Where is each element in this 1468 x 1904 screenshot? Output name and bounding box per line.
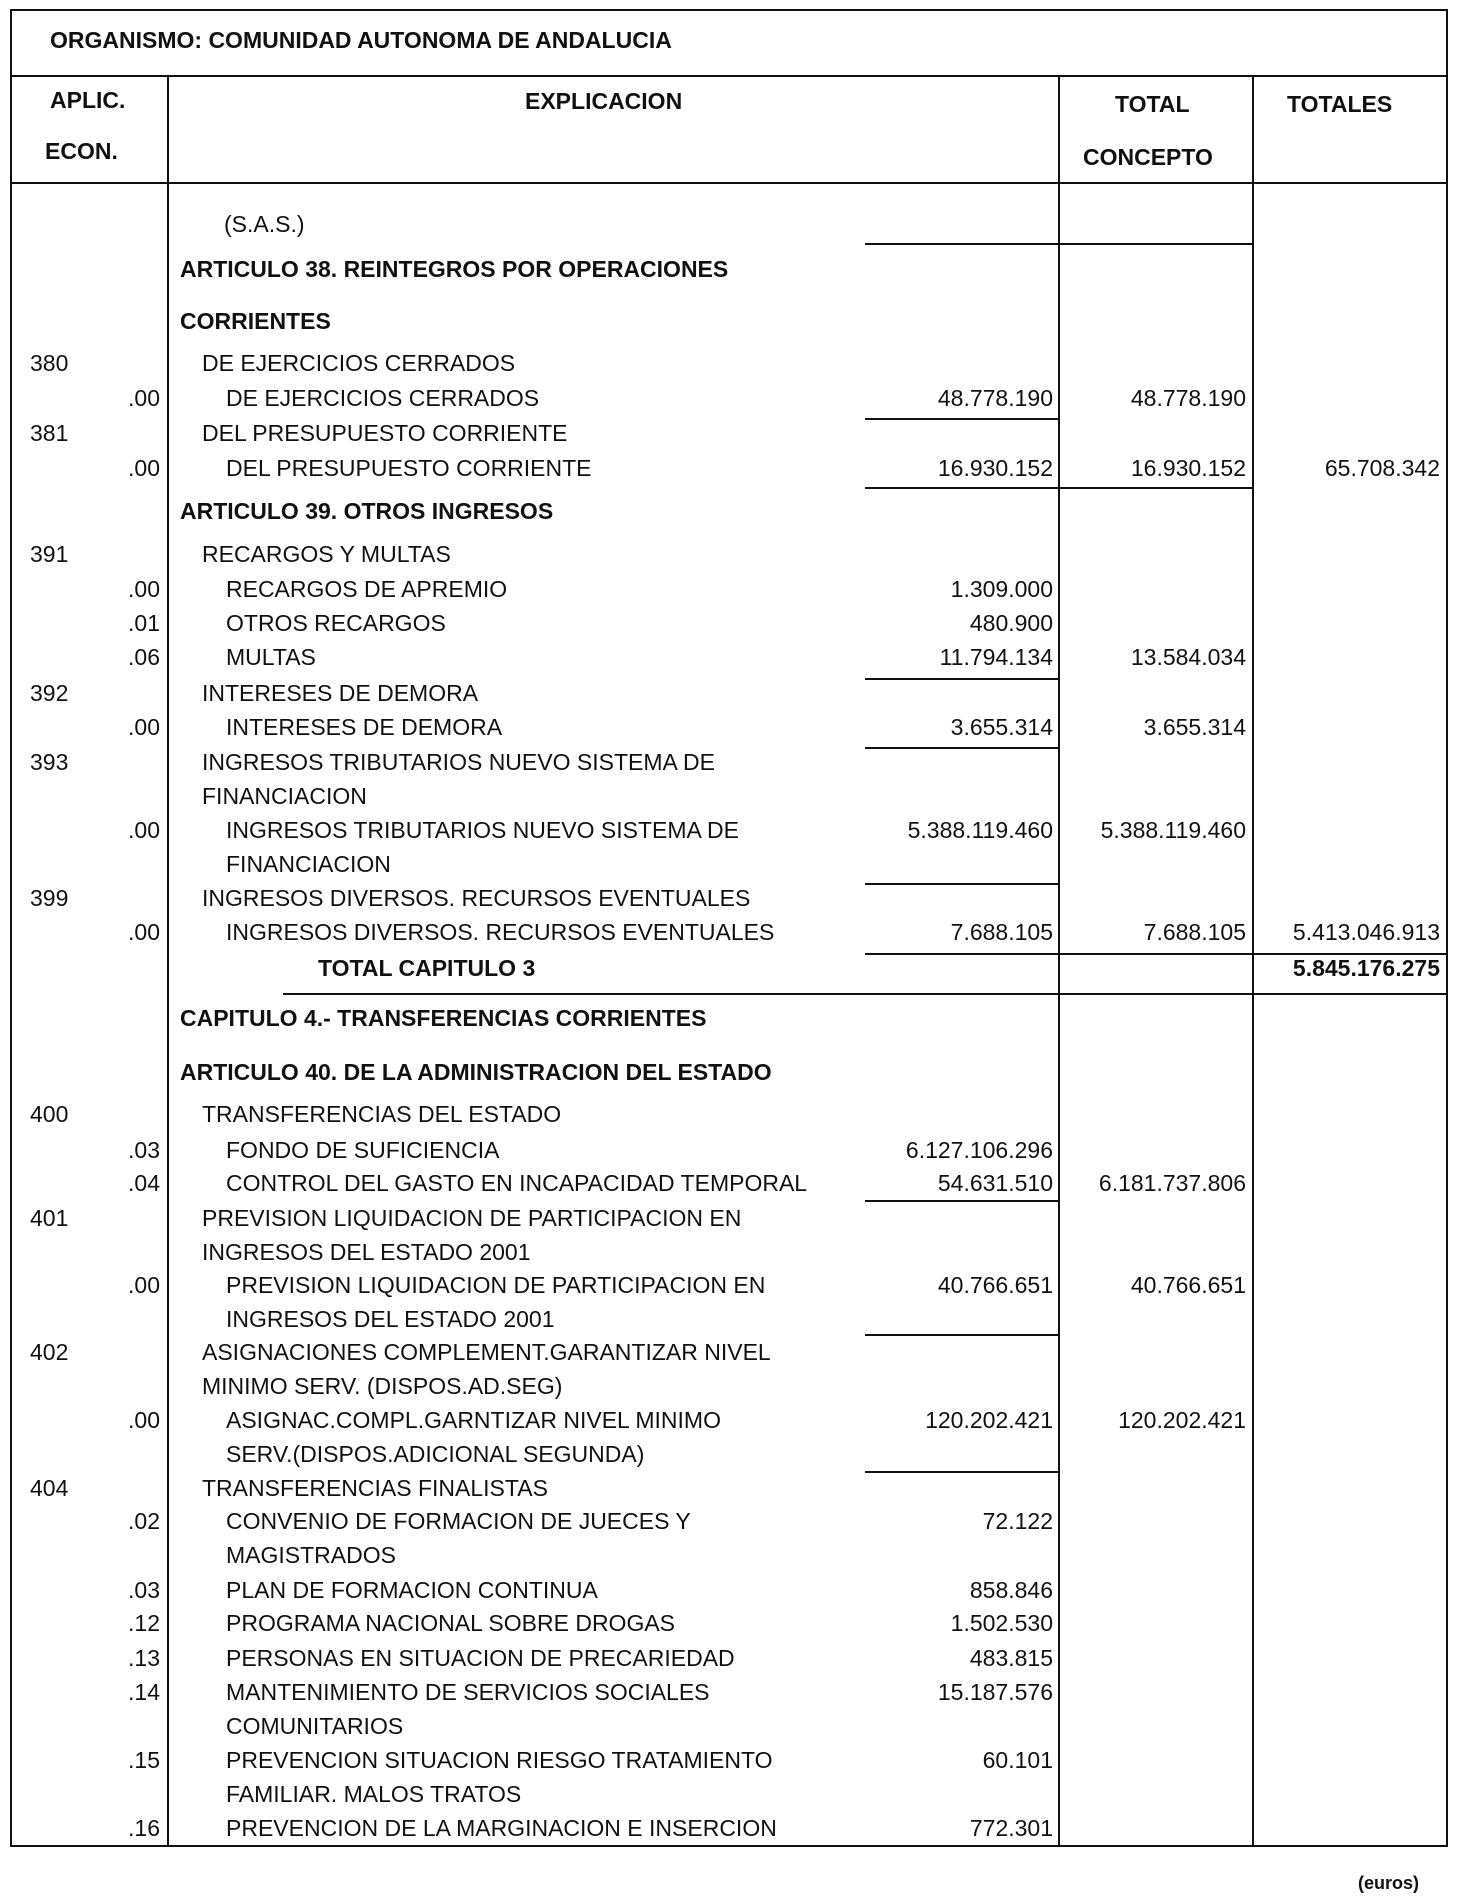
line-amount: 16.930.152 (937, 455, 1053, 481)
rule-400-amount (865, 1200, 1060, 1202)
econ-code: 402 (30, 1339, 69, 1365)
totales-value: 65.708.342 (1324, 455, 1440, 481)
line-description: RECARGOS Y MULTAS (202, 541, 451, 567)
econ-code: 393 (30, 749, 69, 775)
rule-381-total (865, 487, 1254, 489)
sub-code: .04 (128, 1170, 160, 1196)
line-description: PROGRAMA NACIONAL SOBRE DROGAS (226, 1610, 676, 1636)
sub-code: .15 (128, 1747, 160, 1773)
col-divider-econ (167, 75, 169, 1847)
line-description: INGRESOS TRIBUTARIOS NUEVO SISTEMA DE (202, 749, 715, 775)
col-header-totales: TOTALES (1287, 91, 1393, 117)
line-description: FAMILIAR. MALOS TRATOS (226, 1781, 522, 1807)
line-description: ASIGNAC.COMPL.GARNTIZAR NIVEL MINIMO (226, 1407, 721, 1433)
line-amount: 54.631.510 (937, 1170, 1053, 1196)
line-description: MAGISTRADOS (226, 1542, 396, 1568)
sub-code: .00 (128, 576, 160, 602)
sub-code: .00 (128, 385, 160, 411)
line-description: SERV.(DISPOS.ADICIONAL SEGUNDA) (226, 1441, 645, 1467)
line-description: MANTENIMIENTO DE SERVICIOS SOCIALES (226, 1679, 710, 1705)
rule-404-amount (865, 1471, 1060, 1473)
sub-code: .00 (128, 1272, 160, 1298)
rule-381-amount (865, 418, 1060, 420)
rule-capitulo-bottom (283, 993, 1448, 995)
line-description: TRANSFERENCIAS DEL ESTADO (202, 1101, 562, 1127)
sub-code: .06 (128, 644, 160, 670)
total-concepto: 40.766.651 (1130, 1272, 1246, 1298)
rule-393-amount (865, 747, 1060, 749)
header-top-rule (10, 75, 1448, 77)
line-description: PREVENCION DE LA MARGINACION E INSERCION (226, 1815, 777, 1841)
line-description: RECARGOS DE APREMIO (226, 576, 508, 602)
sub-code: .02 (128, 1508, 160, 1534)
econ-code: 401 (30, 1205, 69, 1231)
line-amount: 48.778.190 (937, 385, 1053, 411)
line-amount: 15.187.576 (937, 1679, 1053, 1705)
total-concepto: 7.688.105 (1143, 919, 1246, 945)
sub-code: .00 (128, 1407, 160, 1433)
section-heading: ARTICULO 39. OTROS INGRESOS (180, 498, 554, 524)
line-description: OTROS RECARGOS (226, 610, 446, 636)
line-description: FINANCIACION (202, 783, 367, 809)
units-note: (euros) (1358, 1873, 1420, 1893)
sub-code: .00 (128, 919, 160, 945)
sub-code: .00 (128, 455, 160, 481)
rule-392-amount (865, 678, 1060, 680)
totales-value: 5.845.176.275 (1292, 955, 1440, 981)
sub-code: .00 (128, 714, 160, 740)
line-description: (S.A.S.) (224, 211, 305, 237)
frame-left (10, 9, 12, 1847)
line-description: DE EJERCICIOS CERRADOS (202, 350, 516, 376)
line-amount: 1.309.000 (950, 576, 1053, 602)
line-description: ASIGNACIONES COMPLEMENT.GARANTIZAR NIVEL (202, 1339, 771, 1365)
line-description: INTERESES DE DEMORA (202, 680, 479, 706)
rule-sas-total (865, 243, 1254, 245)
line-amount: 480.900 (969, 610, 1053, 636)
line-description: DE EJERCICIOS CERRADOS (226, 385, 540, 411)
line-description: PREVENCION SITUACION RIESGO TRATAMIENTO (226, 1747, 773, 1773)
line-description: PREVISION LIQUIDACION DE PARTICIPACION EN (226, 1272, 766, 1298)
line-amount: 7.688.105 (950, 919, 1053, 945)
sub-code: .00 (128, 817, 160, 843)
line-amount: 120.202.421 (925, 1407, 1053, 1433)
econ-code: 392 (30, 680, 69, 706)
rule-capitulo-top (865, 953, 1448, 955)
col-divider-amount (1058, 75, 1060, 1847)
col-header-concepto: CONCEPTO (1083, 144, 1213, 170)
line-amount: 3.655.314 (950, 714, 1053, 740)
total-concepto: 3.655.314 (1143, 714, 1246, 740)
line-amount: 40.766.651 (937, 1272, 1053, 1298)
total-concepto: 13.584.034 (1130, 644, 1246, 670)
section-heading: ARTICULO 40. DE LA ADMINISTRACION DEL ESTADO (180, 1059, 772, 1085)
line-description: INGRESOS TRIBUTARIOS NUEVO SISTEMA DE (226, 817, 739, 843)
line-description: INGRESOS DEL ESTADO 2001 (226, 1306, 555, 1332)
line-amount: 483.815 (969, 1645, 1053, 1671)
line-description: INTERESES DE DEMORA (226, 714, 503, 740)
line-description: INGRESOS DIVERSOS. RECURSOS EVENTUALES (202, 885, 751, 911)
rule-399-amount (865, 883, 1060, 885)
econ-code: 399 (30, 885, 69, 911)
line-description: PLAN DE FORMACION CONTINUA (226, 1577, 598, 1603)
frame-right (1446, 9, 1448, 1847)
header-bottom-rule (10, 182, 1448, 184)
section-heading: ARTICULO 38. REINTEGROS POR OPERACIONES (180, 256, 729, 282)
line-description: INGRESOS DEL ESTADO 2001 (202, 1239, 531, 1265)
line-amount: 60.101 (982, 1747, 1053, 1773)
frame-bottom (10, 1845, 1448, 1847)
total-concepto: 16.930.152 (1130, 455, 1246, 481)
section-heading: CORRIENTES (180, 308, 331, 334)
sub-code: .01 (128, 610, 160, 636)
econ-code: 391 (30, 541, 69, 567)
frame-top (10, 9, 1448, 11)
line-description: PERSONAS EN SITUACION DE PRECARIEDAD (226, 1645, 735, 1671)
line-amount: 11.794.134 (939, 644, 1053, 670)
line-description: FINANCIACION (226, 851, 391, 877)
line-amount: 6.127.106.296 (905, 1137, 1053, 1163)
total-concepto: 6.181.737.806 (1098, 1170, 1246, 1196)
chapter-total-label: TOTAL CAPITULO 3 (318, 955, 536, 981)
line-description: PREVISION LIQUIDACION DE PARTICIPACION EN (202, 1205, 742, 1231)
line-description: DEL PRESUPUESTO CORRIENTE (202, 420, 568, 446)
econ-code: 380 (30, 350, 69, 376)
sub-code: .13 (128, 1645, 160, 1671)
line-amount: 772.301 (969, 1815, 1053, 1841)
sub-code: .14 (128, 1679, 160, 1705)
sub-code: .03 (128, 1137, 160, 1163)
line-description: TRANSFERENCIAS FINALISTAS (202, 1475, 548, 1501)
line-description: INGRESOS DIVERSOS. RECURSOS EVENTUALES (226, 919, 775, 945)
line-description: DEL PRESUPUESTO CORRIENTE (226, 455, 592, 481)
organismo-title: ORGANISMO: COMUNIDAD AUTONOMA DE ANDALUCIA (50, 27, 672, 53)
totales-value: 5.413.046.913 (1292, 919, 1440, 945)
col-header-econ: ECON. (45, 138, 118, 164)
line-amount: 858.846 (969, 1577, 1053, 1603)
econ-code: 400 (30, 1101, 69, 1127)
line-description: FONDO DE SUFICIENCIA (226, 1137, 500, 1163)
line-description: COMUNITARIOS (226, 1713, 404, 1739)
sub-code: .03 (128, 1577, 160, 1603)
sub-code: .12 (128, 1610, 160, 1636)
sub-code: .16 (128, 1815, 160, 1841)
line-description: MINIMO SERV. (DISPOS.AD.SEG) (202, 1373, 563, 1399)
econ-code: 381 (30, 420, 69, 446)
section-heading: CAPITULO 4.- TRANSFERENCIAS CORRIENTES (180, 1005, 707, 1031)
line-amount: 1.502.530 (950, 1610, 1053, 1636)
total-concepto: 48.778.190 (1130, 385, 1246, 411)
line-description: CONTROL DEL GASTO EN INCAPACIDAD TEMPORAL (226, 1170, 808, 1196)
line-amount: 5.388.119.460 (907, 817, 1053, 843)
total-concepto: 5.388.119.460 (1100, 817, 1246, 843)
line-description: CONVENIO DE FORMACION DE JUECES Y (226, 1508, 691, 1534)
rule-total-box-left (1252, 953, 1254, 995)
econ-code: 404 (30, 1475, 69, 1501)
total-concepto: 120.202.421 (1118, 1407, 1246, 1433)
col-header-aplic: APLIC. (50, 87, 126, 113)
rule-402-amount (865, 1334, 1060, 1336)
line-amount: 72.122 (982, 1508, 1053, 1534)
col-header-total: TOTAL (1115, 91, 1190, 117)
line-description: MULTAS (226, 644, 316, 670)
col-header-explicacion: EXPLICACION (525, 88, 683, 114)
